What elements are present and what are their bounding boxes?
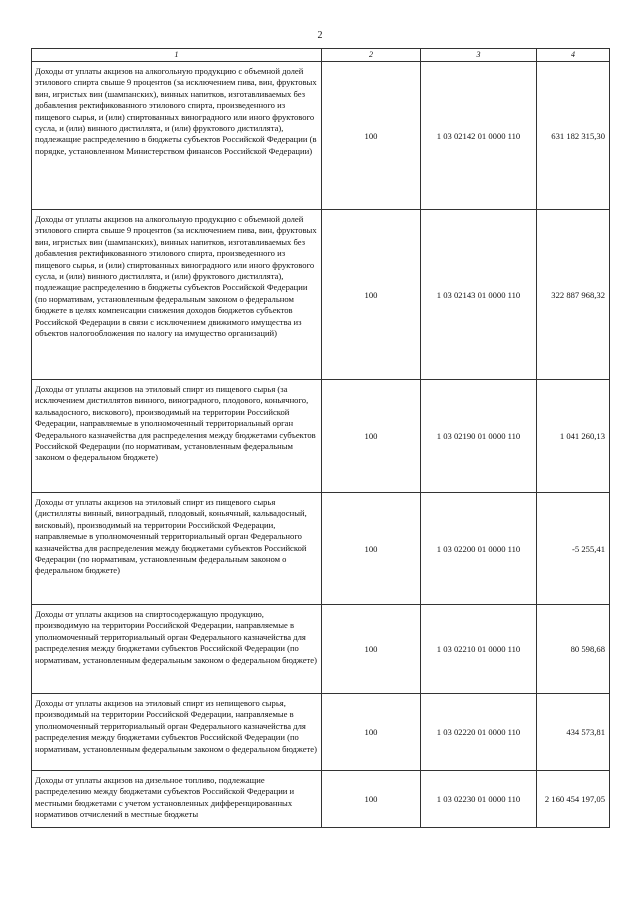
kbk-code: 1 03 02142 01 0000 110 (421, 62, 537, 210)
admin-code: 100 (322, 380, 421, 493)
revenue-description: Доходы от уплаты акцизов на алкогольную продукцию с объемной долей этилового спирта свыше 9 процентов (за исключением пива, вин, фруктовых вин, игристых вин (шампанских), винных напитков, изготавливаемых без добавления ректификованного этилового спирта, произведенного из пищевого сырья, и (или) спиртованных виноградного или иного фруктового сусла, и (или) винного дистиллята, и (или) фруктового дистиллята), подлежащие распределению в бюджеты субъектов Российской Федерации (в порядке, установленном Министерством финансов Российской Федерации) (32, 62, 322, 210)
kbk-code: 1 03 02143 01 0000 110 (421, 210, 537, 380)
kbk-code: 1 03 02230 01 0000 110 (421, 771, 537, 828)
table-row (32, 771, 610, 828)
revenue-description: Доходы от уплаты акцизов на этиловый спирт из пищевого сырья (дистилляты винный, виноградный, плодовый, коньячный, кальвадосный, висковый), производимый на территории Российской Федерации, направляемые в уполномоченный территориальный орган Федерального казначейства для распределения между бюджетами субъектов Российской Федерации (по нормативам, установленным федеральным законом о федеральном бюджете) (32, 493, 322, 605)
table-row (32, 380, 610, 493)
admin-code: 100 (322, 62, 421, 210)
column-number-1: 1 (32, 49, 322, 62)
revenue-table (31, 48, 610, 828)
table-row (32, 605, 610, 694)
amount: -5 255,41 (537, 493, 610, 605)
amount: 2 160 454 197,05 (537, 771, 610, 828)
revenue-description: Доходы от уплаты акцизов на алкогольную продукцию с объемной долей этилового спирта свыше 9 процентов (за исключением пива, вин, фруктовых вин, игристых вин (шампанских), винных напитков, изготавливаемых без добавления ректификованного этилового спирта, произведенного из пищевого сырья, и (или) спиртованных виноградного или иного фруктового сусла, и (или) винного дистиллята, и (или) фруктового дистиллята), подлежащие распределению в бюджеты субъектов Российской Федерации (по нормативам, установленным федеральным законом о федеральном бюджете в целях компенсации снижения доходов бюджетов субъектов Российской Федерации в связи с исключением движимого имущества из объектов налогообложения по налогу на имущество организаций) (32, 210, 322, 380)
revenue-description: Доходы от уплаты акцизов на этиловый спирт из непищевого сырья, производимый на территории Российской Федерации, направляемые в уполномоченный территориальный орган Федерального казначейства для распределения между бюджетами субъектов Российской Федерации (по нормативам, установленным федеральным законом о федеральном бюджете) (32, 694, 322, 771)
kbk-code: 1 03 02210 01 0000 110 (421, 605, 537, 694)
revenue-description: Доходы от уплаты акцизов на дизельное топливо, подлежащие распределению между бюджетами субъектов Российской Федерации и местными бюджетами с учетом установленных дифференцированных нормативов отчислений в местные бюджеты (32, 771, 322, 828)
admin-code: 100 (322, 210, 421, 380)
amount: 1 041 260,13 (537, 380, 610, 493)
admin-code: 100 (322, 605, 421, 694)
kbk-code: 1 03 02220 01 0000 110 (421, 694, 537, 771)
admin-code: 100 (322, 771, 421, 828)
table-row (32, 62, 610, 210)
amount: 322 887 968,32 (537, 210, 610, 380)
amount: 80 598,68 (537, 605, 610, 694)
table-row (32, 210, 610, 380)
admin-code: 100 (322, 694, 421, 771)
column-number-3: 3 (421, 49, 537, 62)
kbk-code: 1 03 02190 01 0000 110 (421, 380, 537, 493)
page-number: 2 (317, 30, 323, 41)
column-number-4: 4 (537, 49, 610, 62)
amount: 434 573,81 (537, 694, 610, 771)
amount: 631 182 315,30 (537, 62, 610, 210)
table-row (32, 493, 610, 605)
column-number-2: 2 (322, 49, 421, 62)
revenue-description: Доходы от уплаты акцизов на спиртосодержащую продукцию, производимую на территории Российской Федерации, направляемые в уполномоченный территориальный орган Федерального казначейства для распределения между бюджетами субъектов Российской Федерации (по нормативам, установленным федеральным законом о федеральном бюджете) (32, 605, 322, 694)
kbk-code: 1 03 02200 01 0000 110 (421, 493, 537, 605)
revenue-description: Доходы от уплаты акцизов на этиловый спирт из пищевого сырья (за исключением дистиллятов винного, виноградного, плодового, коньячного, кальвадосного, вискового), производимый на территории Российской Федерации, направляемые в уполномоченный территориальный орган Федерального казначейства для распределения между бюджетами субъектов Российской Федерации (по нормативам, установленным федеральным законом о федеральном бюджете) (32, 380, 322, 493)
table-row (32, 694, 610, 771)
column-number-row (32, 49, 610, 62)
admin-code: 100 (322, 493, 421, 605)
